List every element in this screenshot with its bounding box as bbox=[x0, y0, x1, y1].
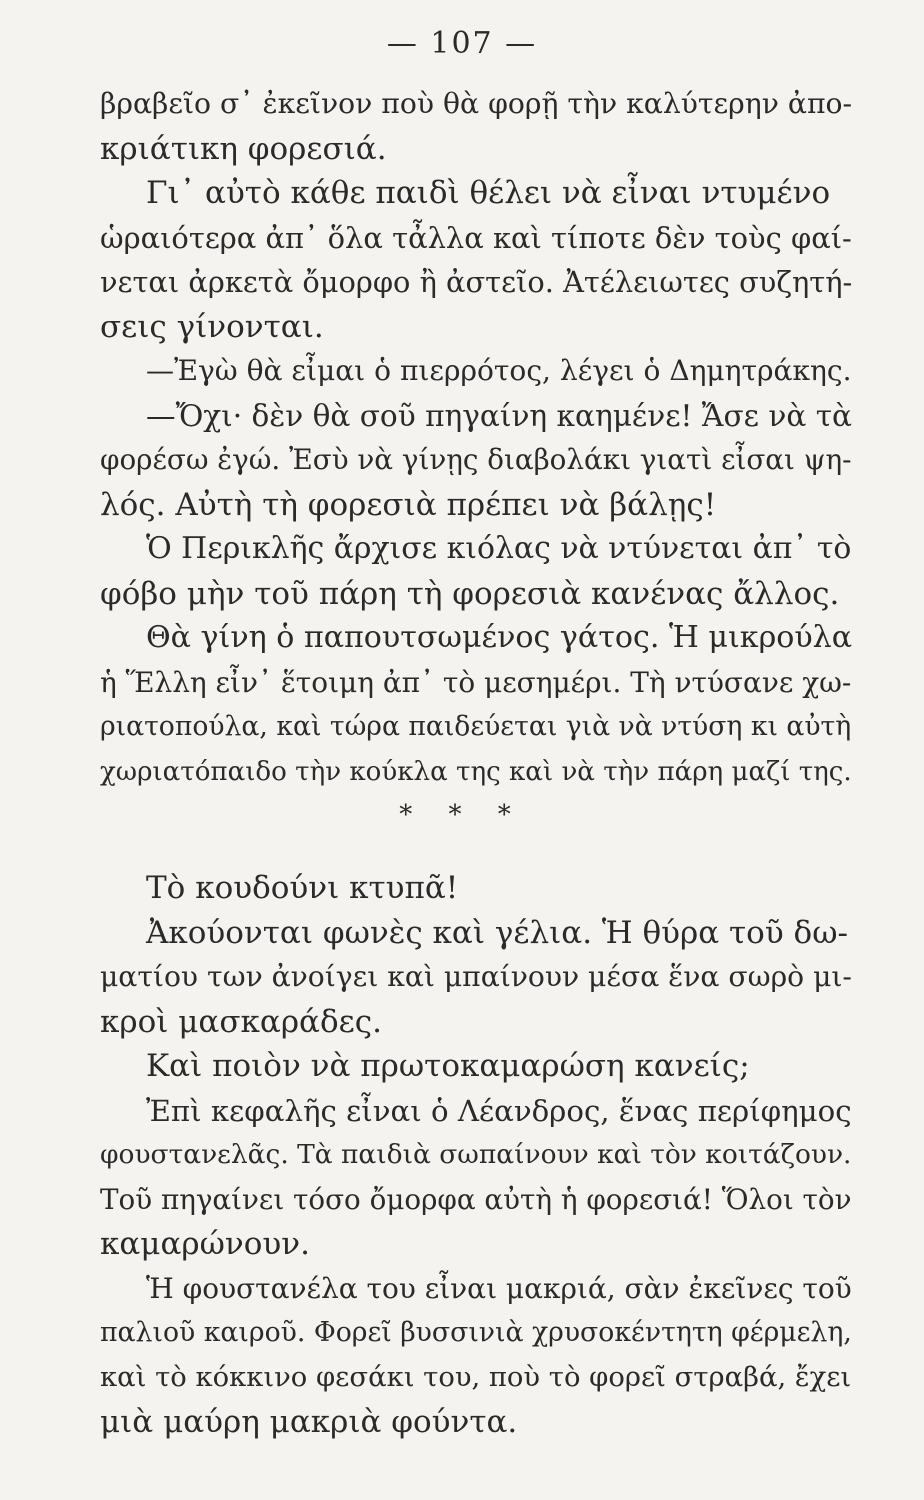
text-line: βραβεῖο σ᾿ ἐκεῖνον ποὺ θὰ φορῇ τὴν καλύτερην ἀπο- bbox=[100, 87, 853, 120]
text-line: Ἐπὶ κεφαλῆς εἶναι ὁ Λέανδρος, ἕνας περίφημος bbox=[146, 1093, 852, 1128]
text-line: χωριατόπαιδο τὴν κούκλα της καὶ νὰ τὴν πάρη μαζί της. bbox=[100, 756, 852, 787]
text-line: Τοῦ πηγαίνει τόσο ὄμορφα αὐτὴ ἡ φορεσιά! Ὅλοι τὸν bbox=[100, 1182, 852, 1216]
text-line: καὶ τὸ κόκκινο φεσάκι του, ποὺ τὸ φορεῖ στραβά, ἔχει bbox=[100, 1361, 852, 1393]
text-line: ὡραιότερα ἀπ᾿ ὅλα τἆλλα καὶ τίποτε δὲν τοὺς φαί- bbox=[100, 220, 852, 255]
text-line: λός. Αὐτὴ τὴ φορεσιὰ πρέπει νὰ βάλῃς! bbox=[100, 486, 717, 523]
text-line: μιὰ μαύρη μακριὰ φούντα. bbox=[100, 1404, 518, 1440]
text-line: Ἀκούονται φωνὲς καὶ γέλια. Ἡ θύρα τοῦ δω- bbox=[146, 914, 848, 951]
text-line: κριάτικη φορεσιά. bbox=[100, 130, 387, 167]
text-line: καμαρώνουν. bbox=[100, 1226, 310, 1262]
text-line: φορέσω ἐγώ. Ἐσὺ νὰ γίνῃς διαβολάκι γιατὶ εἶσαι ψη- bbox=[100, 443, 852, 476]
text-line: ἡ Ἕλλη εἶν᾿ ἕτοιμη ἀπ᾿ τὸ μεσημέρι. Τὴ ντύσανε χω- bbox=[100, 665, 852, 699]
text-line: Ἡ φουστανέλα του εἶναι μακριά, σὰν ἐκεῖνες τοῦ bbox=[146, 1271, 852, 1305]
text-line: Καὶ ποιὸν νὰ πρωτοκαμαρώση κανείς; bbox=[146, 1048, 750, 1084]
text-line: Γι᾿ αὐτὸ κάθε παιδὶ θέλει νὰ εἶναι ντυμένο bbox=[146, 175, 831, 211]
text-line: —Ὄχι· δὲν θὰ σοῦ πηγαίνη καημένε! Ἄσε νὰ τὰ bbox=[146, 398, 853, 433]
text-line: Θὰ γίνη ὁ παπουτσωμένος γάτος. Ἡ μικρούλα bbox=[146, 620, 853, 655]
section-2-text bbox=[100, 866, 852, 1445]
text-line: σεις γίνονται. bbox=[100, 308, 324, 345]
page-number: — 107 — bbox=[386, 26, 538, 61]
text-line: φουστανελᾶς. Τὰ παιδιὰ σωπαίνουν καὶ τὸν κοιτάζουν. bbox=[100, 1139, 852, 1170]
text-line: —Ἐγὼ θὰ εἶμαι ὁ πιερρότος, λέγει ὁ Δημητράκης. bbox=[146, 354, 852, 387]
text-line: ματίου των ἀνοίγει καὶ μπαίνουν μέσα ἕνα σωρὸ μι- bbox=[100, 960, 852, 993]
section-1-text bbox=[100, 82, 852, 794]
text-line: Τὸ κουδούνι κτυπᾶ! bbox=[146, 870, 459, 906]
text-line: νεται ἀρκετὰ ὄμορφο ἢ ἀστεῖο. Ἀτέλειωτες συζητή- bbox=[100, 265, 853, 299]
section-separator: * * * bbox=[399, 800, 525, 830]
text-line: Ὁ Περικλῆς ἄρχισε κιόλας νὰ ντύνεται ἀπ᾿ τὸ bbox=[146, 531, 852, 566]
text-line: παλιοῦ καιροῦ. Φορεῖ βυσσινιὰ χρυσοκέντητη φέρμελη, bbox=[100, 1317, 852, 1348]
text-line: φόβο μὴν τοῦ πάρη τὴ φορεσιὰ κανένας ἄλλος. bbox=[100, 575, 840, 612]
text-line: ριατοπούλα, καὶ τώρα παιδεύεται γιὰ νὰ ντύση κι αὐτὴ bbox=[100, 711, 852, 742]
text-line: κροὶ μασκαράδες. bbox=[100, 1003, 382, 1040]
